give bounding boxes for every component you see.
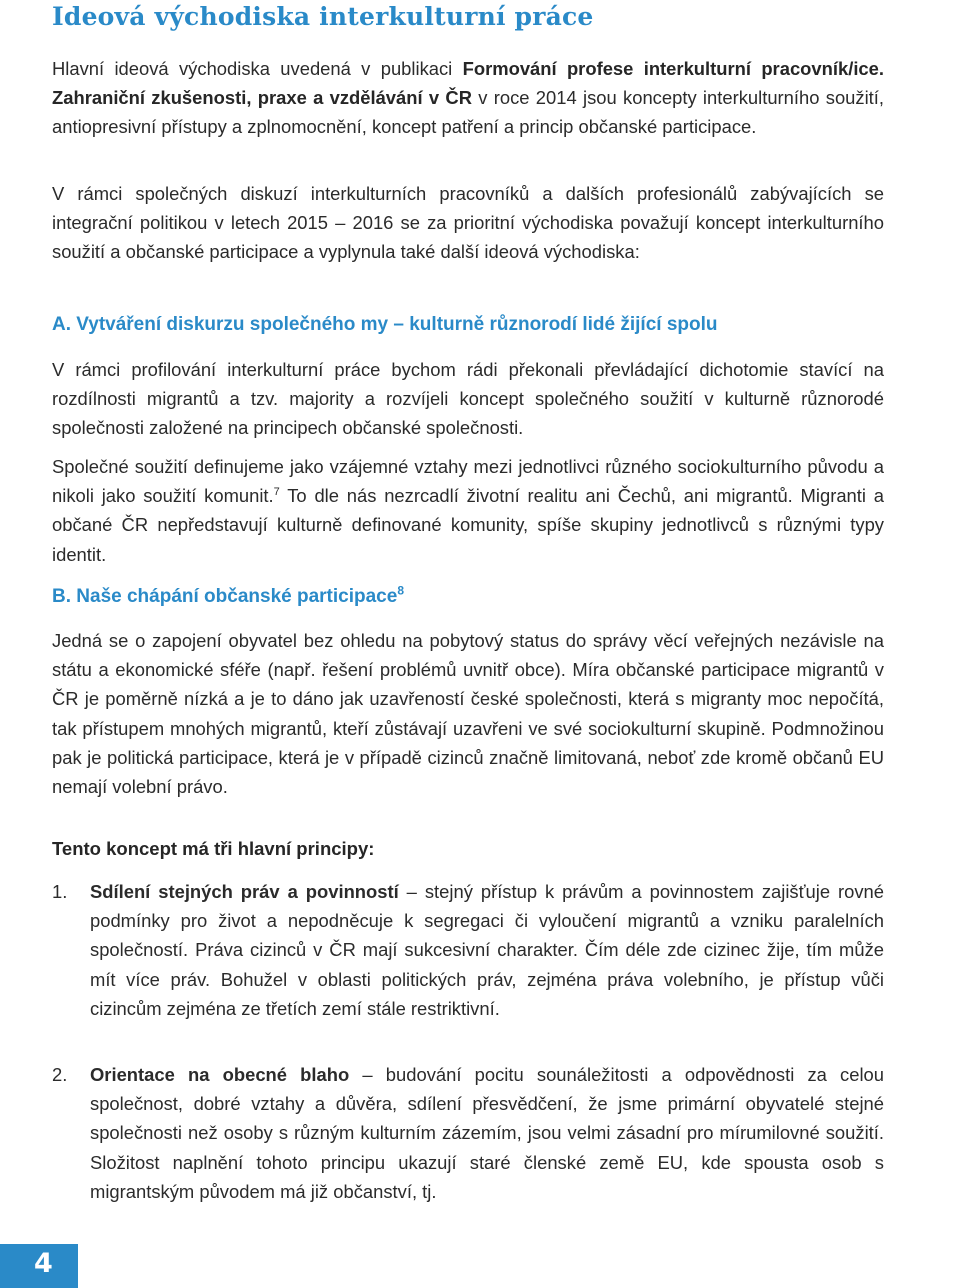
footnote-ref-8[interactable]: 8: [397, 583, 404, 598]
principle-item-1: [52, 877, 884, 1023]
footnote-ref-7[interactable]: 7: [273, 486, 280, 499]
section-b-heading: [52, 583, 404, 608]
section-a-paragraph-1: V rámci profilování interkulturní práce bychom rádi překonali převládající dichotomie stavící na rozdílnosti migrantů a tzv. majority a rozvíjeli koncept společného soužití v kulturně různorodé společnosti založené na principech občanské společnosti.: [52, 359, 884, 439]
intro-text: Hlavní ideová východiska uvedená v publikaci: [52, 58, 463, 79]
page-number: 4: [34, 1248, 53, 1279]
principles-heading: Tento koncept má tři hlavní principy:: [52, 838, 375, 859]
section-b-paragraph: Jedná se o zapojení obyvatel bez ohledu na pobytový status do správy věcí veřejných nezávisle na státu a ekonomické sféře (např. řešení problémů uvnitř obce). Míra občanské participace migrantů v ČR je poměrně nízká a je to dáno jak uzavřeností české společnosti, která s migranty moc nepočítá, tak přístupem mnohých migrantů, kteří zůstávají uzavřeni ve své sociokulturní skupině. Podmnožinou pak je politická participace, která je v případě cizinců značně limitovaná, neboť zde kromě občanů EU nemají volební právo.: [52, 630, 884, 798]
list-number: 2.: [52, 1064, 68, 1085]
intro-text-end: v roce 2014 jsou koncepty interkulturního soužití, antiopresivní přístupy a zplnomocnění, koncept patření a princip občanské participace.: [52, 87, 885, 138]
coexistence-text: To dle nás nezrcadlí životní realitu ani Čechů, ani migrantů. Migranti a občané ČR nepředstavují kulturně definované komunity, spíše skupiny jednotlivců s různými typy identit.: [52, 485, 884, 565]
discussion-paragraph: V rámci společných diskuzí interkulturních pracovníků a dalších profesionálů zabývajících se integrační politikou v letech 2015 – 2016 se za prioritní východiska považují koncept interkulturního soužití a občanské participace a vyplynula také další ideová východiska:: [52, 183, 884, 263]
principle-item-2: [52, 1060, 884, 1206]
page-number-badge: [0, 1244, 78, 1288]
principle-text: – budování pocitu sounáležitosti a odpovědnosti za celou společnost, dobré vztahy a důvěra, sdílení přesvědčení, že jsme primární obyvatelé stejné společnosti než osoby s různým kulturním zázemím, jsou velmi zásadní pro mírumilovné soužití. Složitost naplnění tohoto principu ukazují staré členské země EU, kde spousta osob s migrantským původem má již občanství, tj.: [90, 1064, 884, 1202]
principle-text: – stejný přístup k právům a povinnostem zajišťuje rovné podmínky pro život a nepodněcuje k segregaci či vyloučení migrantů a vzniku paralelních společností. Práva cizinců v ČR mají sukcesivní charakter. Čím déle zde cizinec žije, tím může mít více práv. Bohužel v oblasti politických práv, zejména práva volebního, je přístup vůči cizincům zejména ze třetích zemí stále restriktivní.: [90, 881, 884, 1019]
principle-title: Orientace na obecné blaho: [90, 1064, 350, 1085]
coexistence-definition: Společné soužití definujeme jako vzájemné vztahy mezi jednotlivci různého sociokulturního původu a nikoli jako soužití komunit.: [52, 456, 884, 507]
intro-paragraph: [52, 54, 884, 142]
publication-title: Formování profese interkulturní pracovník/ice. Zahraniční zkušenosti, praxe a vzdělávání v ČR: [52, 58, 884, 109]
page-title: Ideová východiska interkulturní práce: [52, 2, 594, 31]
list-number: 1.: [52, 881, 68, 902]
page-footer: [0, 1244, 960, 1288]
section-a-paragraph-2: [52, 452, 884, 569]
section-b-title: B. Naše chápání občanské participace: [52, 586, 398, 607]
principle-title: Sdílení stejných práv a povinností: [90, 881, 399, 902]
section-a-heading: A. Vytváření diskurzu společného my – kulturně různorodí lidé žijící spolu: [52, 314, 718, 335]
